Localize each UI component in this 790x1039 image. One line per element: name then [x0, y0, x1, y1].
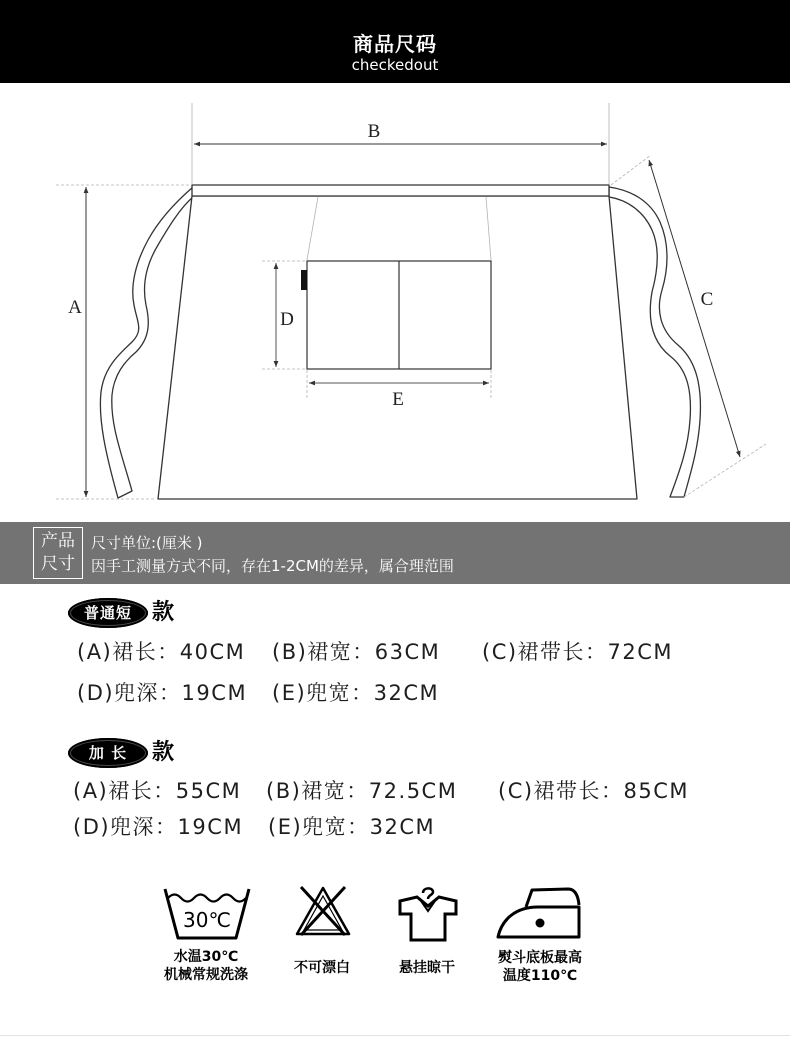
spec-width: (B)裙宽：63CM [272, 640, 441, 664]
wash-caption-line-2: 机械常规洗涤 [164, 967, 248, 983]
pocket-tab [301, 270, 307, 290]
measurement-disclaimer: 因手工测量方式不同，存在1-2CM的差异，属合理范围 [91, 557, 454, 575]
hang-dry-caption [367, 959, 487, 977]
no-bleach-caption-line: 不可漂白 [294, 960, 350, 976]
pocket [307, 261, 491, 369]
iron-caption [480, 949, 600, 985]
spec-pocket-depth: (D)兜深：19CM [77, 681, 248, 705]
iron-low-heat-icon [496, 885, 582, 941]
style-suffix: 款 [152, 740, 175, 765]
no-bleach-caption [262, 959, 382, 977]
spec-length: (A)裙长：40CM [77, 640, 246, 664]
spec-width: (B)裙宽：72.5CM [266, 779, 458, 803]
dimension-b-label: B [367, 121, 381, 142]
style-suffix: 款 [152, 600, 175, 625]
no-bleach-icon [294, 884, 352, 938]
wash-30c-icon [163, 886, 251, 942]
page-subtitle: checkedout [351, 56, 439, 74]
c-top-guide [611, 155, 651, 185]
spec-pocket-width: (E)兜宽：32CM [268, 815, 436, 839]
apron-size-diagram [0, 83, 790, 520]
hang-dry-caption-line: 悬挂晾干 [399, 960, 455, 976]
iron-caption-line-1: 熨斗底板最高 [498, 950, 582, 966]
c-bottom-guide [684, 444, 766, 497]
size-notice-band [0, 522, 790, 584]
tag-line-2: 尺寸 [41, 554, 75, 574]
dimension-d-label: D [280, 309, 294, 330]
wash-caption [146, 948, 266, 984]
style-badge-long: 加 长 [68, 738, 148, 768]
hang-dry-icon [398, 884, 458, 942]
dimension-c-label: C [700, 289, 714, 310]
unit-note: 尺寸单位:(厘米 ) [91, 534, 203, 552]
style-badge-regular: 普通短 [68, 598, 148, 628]
spec-strap-length: (C)裙带长：85CM [498, 779, 690, 803]
tag-line-1: 产品 [41, 531, 75, 551]
iron-caption-line-2: 温度110℃ [502, 968, 578, 984]
dimension-a-label: A [68, 297, 82, 318]
spec-length: (A)裙长：55CM [73, 779, 242, 803]
spec-pocket-depth: (D)兜深：19CM [73, 815, 244, 839]
waistband [192, 185, 609, 196]
page-header [0, 0, 790, 83]
dimension-e-label: E [392, 389, 404, 410]
page-title: 商品尺码 [353, 32, 437, 56]
product-size-tag [33, 527, 83, 579]
wash-caption-line-1: 水温30℃ [173, 949, 239, 965]
spec-strap-length: (C)裙带长：72CM [482, 640, 674, 664]
wash-temperature-text: 30℃ [183, 908, 231, 932]
spec-pocket-width: (E)兜宽：32CM [272, 681, 440, 705]
bottom-divider [0, 1035, 790, 1036]
